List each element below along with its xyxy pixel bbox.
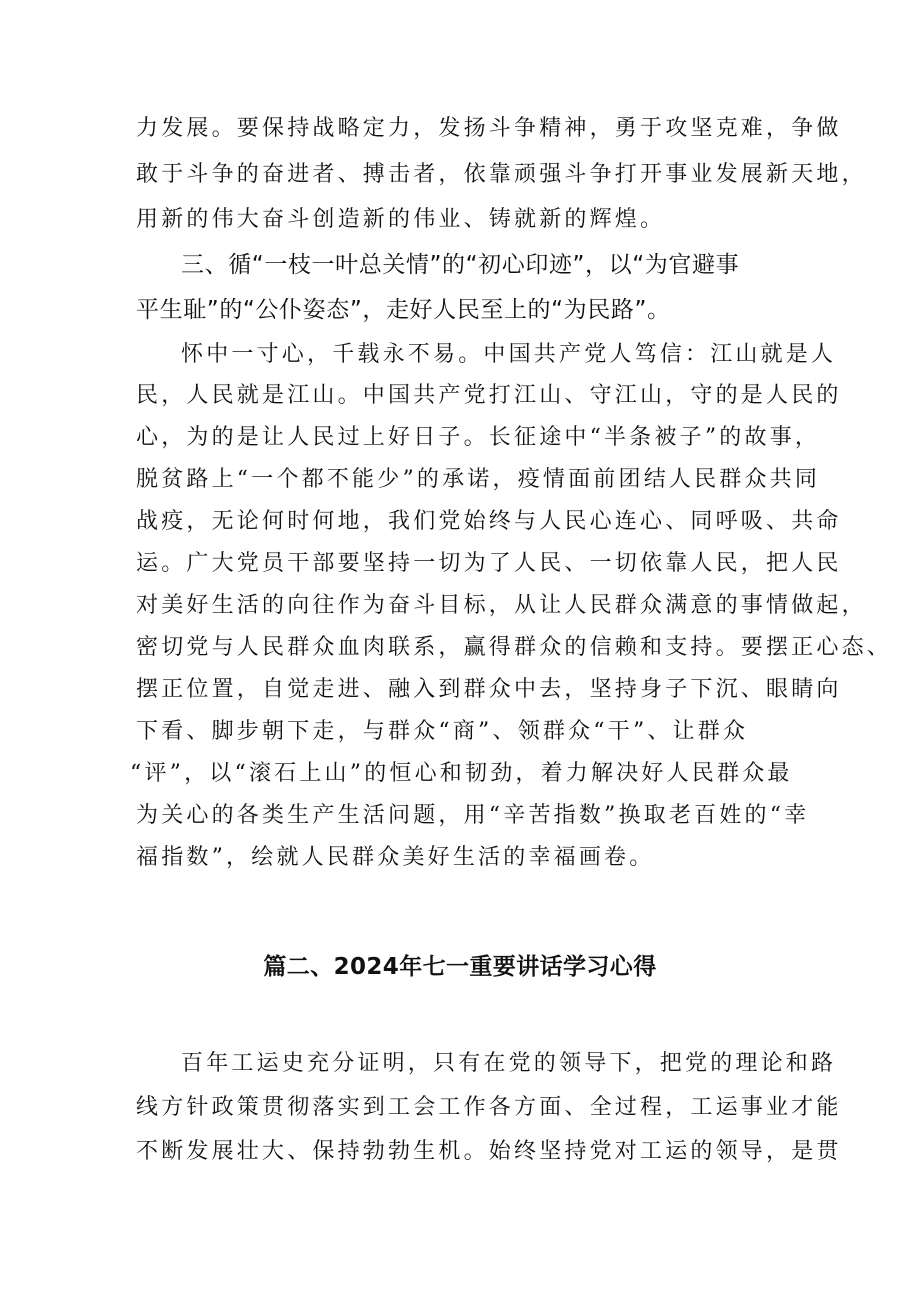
paragraph-3-line: 不断发展壮大、保持勃勃生机。始终坚持党对工运的领导，是贯 [136, 1139, 842, 1164]
paragraph-2-line: 战疫，无论何时何地，我们党始终与人民心连心、同呼吸、共命 [136, 509, 842, 534]
paragraph-2-line: 摆正位置，自觉走进、融入到群众中去，坚持身子下沉、眼睛向 [136, 677, 842, 702]
paragraph-2-line: 运。广大党员干部要坚持一切为了人民、一切依靠人民，把人民 [136, 551, 842, 576]
paragraph-2-line: 怀中一寸心，千载永不易。中国共产党人笃信：江山就是人 [181, 342, 837, 367]
paragraph-2-line: 心，为的是让人民过上好日子。长征途中“半条被子”的故事， [136, 425, 821, 450]
paragraph-2-line: 福指数”，绘就人民群众美好生活的幸福画卷。 [136, 845, 655, 870]
paragraph-2-line: 脱贫路上“一个都不能少”的承诺，疫情面前团结人民群众共同 [136, 467, 821, 492]
section-title: 篇二、2024年七一重要讲话学习心得 [263, 954, 657, 980]
paragraph-2-line: 对美好生活的向往作为奋斗目标，从让人民群众满意的事情做起， [136, 593, 867, 618]
paragraph-2-line: 为关心的各类生产生活问题，用“辛苦指数”换取老百姓的“幸 [136, 803, 810, 828]
paragraph-2-line: 民，人民就是江山。中国共产党打江山、守江山，守的是人民的 [136, 383, 842, 408]
section-heading-line: 三、循“一枝一叶总关情”的“初心印迹”，以“为官避事 [181, 252, 740, 278]
paragraph-2-line: “评”，以“滚石上山”的恒心和韧劲，着力解决好人民群众最 [130, 761, 793, 786]
paragraph-1-line: 敢于斗争的奋进者、搏击者，依靠顽强斗争打开事业发展新天地， [136, 162, 867, 187]
paragraph-3-line: 线方针政策贯彻落实到工会工作各方面、全过程，工运事业才能 [136, 1095, 842, 1120]
paragraph-2-line: 密切党与人民群众血肉联系，赢得群众的信赖和支持。要摆正心态、 [136, 635, 893, 660]
paragraph-1-line: 用新的伟大奋斗创造新的伟业、铸就新的辉煌。 [136, 207, 666, 232]
section-heading-line: 平生耻”的“公仆姿态”，走好人民至上的“为民路”。 [136, 297, 671, 323]
paragraph-2-line: 下看、脚步朝下走，与群众“商”、领群众“干”、让群众 [136, 719, 749, 744]
paragraph-1-line: 力发展。要保持战略定力，发扬斗争精神，勇于攻坚克难，争做 [136, 116, 842, 141]
paragraph-3-line: 百年工运史充分证明，只有在党的领导下，把党的理论和路 [181, 1051, 837, 1076]
